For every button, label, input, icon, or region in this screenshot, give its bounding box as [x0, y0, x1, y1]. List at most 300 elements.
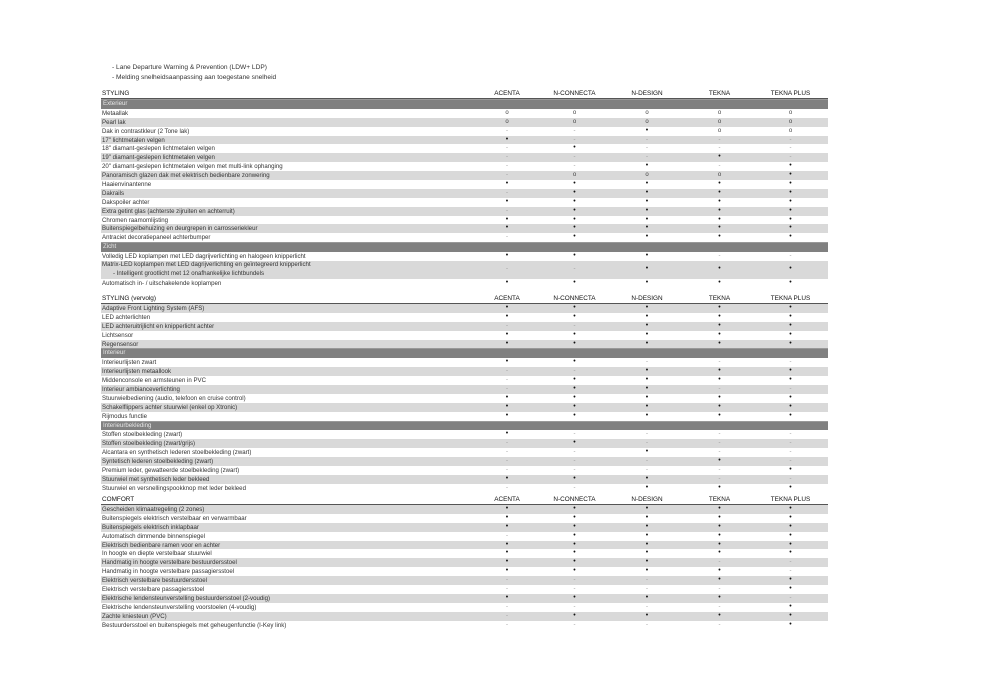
feature-label: [101, 341, 472, 348]
standard-dot-icon: •: [718, 312, 721, 320]
cell-tekna: [687, 304, 752, 313]
table-row: [101, 162, 828, 171]
column-header-tekna-plus: TEKNA PLUS: [770, 295, 811, 302]
not-available-dash-icon: -: [573, 484, 576, 491]
cell-tekna: [687, 153, 752, 162]
not-available-dash-icon: -: [506, 621, 508, 628]
not-available-dash-icon: -: [646, 145, 648, 152]
cell-tekna: [687, 430, 752, 439]
not-available-dash-icon: -: [506, 577, 508, 584]
cell-n-connecta: [542, 313, 607, 322]
not-available-dash-icon: -: [573, 136, 576, 143]
not-available-dash-icon: -: [506, 154, 508, 161]
standard-dot-icon: •: [789, 367, 792, 375]
standard-dot-icon: •: [718, 153, 721, 161]
feature-label: [101, 314, 472, 321]
cell-tekna-plus: [752, 322, 829, 331]
cell-n-connecta: [542, 162, 607, 171]
standard-dot-icon: •: [505, 215, 509, 223]
standard-dot-icon: •: [505, 224, 509, 232]
standard-dot-icon: •: [505, 135, 509, 143]
standard-dot-icon: •: [718, 411, 721, 419]
cell-tekna-plus: [752, 523, 829, 532]
standard-dot-icon: •: [718, 206, 721, 214]
cell-n-connecta: [542, 541, 607, 550]
feature-name: Buitenspiegels elektrisch inklapbaar: [102, 523, 199, 531]
standard-dot-icon: •: [718, 611, 721, 619]
standard-dot-icon: •: [789, 215, 792, 223]
feature-label: [101, 137, 472, 144]
standard-dot-icon: •: [505, 180, 509, 188]
cell-n-design: [607, 394, 687, 403]
feature-name: Haaienvinantenne: [102, 180, 152, 188]
cell-n-connecta: [542, 403, 607, 412]
standard-dot-icon: •: [645, 540, 649, 548]
feature-name: In hoogte en diepte verstelbaar stuurwiel: [102, 550, 212, 558]
not-available-dash-icon: -: [506, 163, 508, 170]
feature-name: Extra getint glas (achterste zijruiten en achterruit): [102, 207, 235, 215]
note-ldw: - Lane Departure Warning & Prevention (LDW+ LDP): [112, 64, 267, 71]
cell-n-design: [607, 358, 687, 367]
section-title: COMFORT: [102, 496, 135, 503]
cell-n-design: [607, 331, 687, 340]
cell-tekna-plus: [752, 475, 829, 484]
standard-dot-icon: •: [505, 430, 509, 438]
feature-name: Panoramisch glazen dak met elektrisch bedienbare zonwering: [102, 172, 270, 180]
not-available-dash-icon: -: [789, 359, 792, 366]
feature-name: Stuurwiel met synthetisch leder bekleed: [102, 475, 210, 483]
cell-tekna: [687, 313, 752, 322]
cell-n-connecta: [542, 304, 607, 313]
standard-dot-icon: •: [645, 188, 649, 196]
cell-tekna: [687, 457, 752, 466]
standard-dot-icon: •: [505, 252, 509, 260]
cell-n-connecta: [542, 448, 607, 457]
standard-dot-icon: •: [505, 513, 509, 521]
section-styling-vervolg: [101, 294, 828, 493]
feature-name: Dakrails: [102, 189, 125, 197]
cell-n-design: [607, 118, 687, 127]
cell-acenta: [472, 475, 542, 484]
standard-dot-icon: •: [718, 483, 721, 491]
cell-tekna: [687, 594, 752, 603]
not-available-dash-icon: -: [718, 253, 721, 260]
cell-n-connecta: [542, 331, 607, 340]
cell-n-design: [607, 505, 687, 514]
cell-acenta: [472, 313, 542, 322]
feature-name: Adaptive Front Lighting System (AFS): [102, 304, 205, 312]
cell-n-design: [607, 233, 687, 242]
not-available-dash-icon: -: [506, 586, 508, 593]
cell-tekna-plus: [752, 233, 829, 242]
not-available-dash-icon: -: [718, 163, 721, 170]
cell-tekna-plus: [752, 189, 829, 198]
cell-n-connecta: [542, 466, 607, 475]
cell-tekna: [687, 198, 752, 207]
standard-dot-icon: •: [573, 474, 576, 482]
not-available-dash-icon: -: [718, 449, 721, 456]
table-row: [101, 304, 828, 313]
standard-dot-icon: •: [573, 358, 576, 366]
cell-n-design: [607, 430, 687, 439]
table-row: [101, 153, 828, 162]
cell-tekna-plus: [752, 224, 829, 233]
standard-dot-icon: •: [718, 376, 721, 384]
cell-tekna: [687, 322, 752, 331]
cell-n-design: [607, 385, 687, 394]
not-available-dash-icon: -: [573, 577, 576, 584]
feature-name: 18" diamant-geslepen lichtmetalen velgen: [102, 145, 215, 153]
group-header-interieur: Interieur: [101, 348, 828, 358]
cell-tekna-plus: [752, 171, 829, 180]
cell-n-connecta: [542, 340, 607, 349]
feature-label: [101, 181, 472, 188]
feature-label: [101, 359, 472, 366]
standard-dot-icon: •: [789, 339, 792, 347]
standard-dot-icon: •: [789, 576, 792, 584]
standard-dot-icon: •: [645, 197, 649, 205]
standard-dot-icon: •: [718, 278, 721, 286]
not-available-dash-icon: -: [789, 449, 792, 456]
standard-dot-icon: •: [505, 197, 509, 205]
cell-tekna-plus: [752, 567, 829, 576]
column-header-tekna: TEKNA: [708, 90, 731, 97]
cell-tekna-plus: [752, 394, 829, 403]
cell-acenta: [472, 523, 542, 532]
standard-dot-icon: •: [645, 483, 649, 491]
cell-n-connecta: [542, 207, 607, 216]
cell-tekna-plus: [752, 403, 829, 412]
table-row: [101, 136, 828, 145]
feature-label: [101, 332, 472, 339]
standard-dot-icon: •: [789, 233, 792, 241]
cell-n-design: [607, 265, 687, 274]
table-row: [101, 403, 828, 412]
standard-dot-icon: •: [789, 188, 792, 196]
standard-dot-icon: •: [573, 180, 576, 188]
cell-tekna-plus: [752, 265, 829, 274]
feature-label: [101, 533, 472, 540]
cell-n-design: [607, 198, 687, 207]
feature-name: Dakspoiler achter: [102, 198, 150, 206]
table-row: [101, 558, 828, 567]
standard-dot-icon: •: [645, 385, 649, 393]
feature-label: [101, 323, 472, 330]
standard-dot-icon: •: [789, 466, 792, 474]
feature-name: Automatisch in- / uitschakelende koplampen: [102, 279, 222, 287]
standard-dot-icon: •: [789, 180, 792, 188]
standard-dot-icon: •: [718, 531, 721, 539]
cell-acenta: [472, 367, 542, 376]
not-available-dash-icon: -: [718, 586, 721, 593]
table-row: [101, 322, 828, 331]
cell-n-connecta: [542, 385, 607, 394]
cell-tekna-plus: [752, 340, 829, 349]
cell-acenta: [472, 439, 542, 448]
cell-tekna-plus: [752, 457, 829, 466]
cell-acenta: [472, 621, 542, 630]
cell-tekna-plus: [752, 448, 829, 457]
cell-n-design: [607, 558, 687, 567]
not-available-dash-icon: -: [646, 458, 648, 465]
feature-label: [101, 404, 472, 411]
feature-label: [101, 208, 472, 215]
feature-label: [101, 542, 472, 549]
feature-label: [101, 368, 472, 375]
standard-dot-icon: •: [573, 304, 576, 311]
standard-dot-icon: •: [789, 197, 792, 205]
standard-dot-icon: •: [573, 505, 576, 512]
feature-name: Schakelflippers achter stuurwiel (enkel op Xtronic): [102, 403, 238, 411]
not-available-dash-icon: -: [646, 577, 648, 584]
table-row: [101, 331, 828, 340]
table-row: [101, 576, 828, 585]
standard-dot-icon: •: [789, 531, 792, 539]
cell-n-design: [607, 216, 687, 225]
not-available-dash-icon: -: [506, 467, 508, 474]
cell-n-connecta: [542, 558, 607, 567]
table-row: [101, 466, 828, 475]
cell-n-design: [607, 514, 687, 523]
standard-dot-icon: •: [789, 620, 792, 628]
cell-acenta: [472, 567, 542, 576]
standard-dot-icon: •: [573, 312, 576, 320]
feature-name: Stuurwiel en versnellingspookknop met leder bekleed: [102, 484, 246, 492]
standard-dot-icon: •: [573, 411, 576, 419]
standard-dot-icon: •: [573, 402, 576, 410]
table-row: [101, 594, 828, 603]
cell-acenta: [472, 466, 542, 475]
feature-name: Syntetisch lederen stoelbekleding (zwart): [102, 458, 214, 466]
cell-acenta: [472, 207, 542, 216]
feature-name: Premium leder, gewatteerde stoelbekleding (zwart): [102, 466, 240, 474]
feature-name: Alcantara en synthetisch lederen stoelbekleding (zwart): [102, 449, 252, 457]
feature-label: [101, 524, 472, 531]
not-available-dash-icon: -: [506, 127, 508, 134]
cell-tekna-plus: [752, 439, 829, 448]
cell-acenta: [472, 532, 542, 541]
standard-dot-icon: •: [789, 585, 792, 593]
table-row: [101, 180, 828, 189]
cell-tekna: [687, 549, 752, 558]
cell-n-connecta: [542, 144, 607, 153]
cell-tekna-plus: [752, 313, 829, 322]
not-available-dash-icon: -: [573, 322, 576, 329]
standard-dot-icon: •: [645, 402, 649, 410]
standard-dot-icon: •: [645, 162, 649, 170]
feature-name: Handmatig in hoogte verstelbare bestuurdersstoel: [102, 559, 237, 567]
standard-dot-icon: •: [505, 549, 509, 557]
note-speed-warning: - Melding snelheidsaanpassing aan toegestane snelheid: [112, 73, 277, 81]
feature-label: [101, 377, 472, 384]
standard-dot-icon: •: [573, 558, 576, 566]
not-available-dash-icon: -: [646, 467, 648, 474]
cell-acenta: [472, 136, 542, 145]
standard-dot-icon: •: [718, 180, 721, 188]
not-available-dash-icon: -: [573, 449, 576, 456]
standard-dot-icon: •: [505, 278, 509, 286]
cell-acenta: [472, 216, 542, 225]
cell-n-design: [607, 322, 687, 331]
table-row: [101, 279, 828, 288]
feature-label: [101, 506, 472, 513]
feature-label: [101, 190, 472, 197]
cell-n-design: [607, 576, 687, 585]
not-available-dash-icon: -: [789, 440, 792, 447]
not-available-dash-icon: -: [573, 431, 576, 438]
column-header-acenta: ACENTA: [494, 496, 520, 503]
feature-label: [101, 476, 472, 483]
cell-tekna: [687, 233, 752, 242]
cell-n-connecta: [542, 514, 607, 523]
standard-dot-icon: •: [573, 567, 576, 575]
cell-tekna-plus: [752, 376, 829, 385]
column-header-tekna: TEKNA: [708, 496, 731, 503]
standard-dot-icon: •: [645, 233, 649, 241]
feature-label: [101, 128, 472, 135]
cell-tekna: [687, 109, 752, 118]
column-header-n-design: N-DESIGN: [631, 90, 663, 97]
standard-dot-icon: •: [505, 358, 509, 366]
cell-n-design: [607, 541, 687, 550]
standard-dot-icon: •: [645, 206, 649, 214]
not-available-dash-icon: -: [573, 621, 576, 628]
standard-dot-icon: •: [645, 549, 649, 557]
table-row: [101, 549, 828, 558]
cell-acenta: [472, 304, 542, 313]
optional-circle-icon: o: [788, 127, 793, 134]
not-available-dash-icon: -: [506, 484, 508, 491]
cell-n-connecta: [542, 279, 607, 288]
standard-dot-icon: •: [505, 393, 509, 401]
table-row: [101, 171, 828, 180]
cell-n-connecta: [542, 457, 607, 466]
cell-tekna-plus: [752, 136, 829, 145]
feature-name: Stoffen stoelbekleding (zwart): [102, 431, 183, 439]
not-available-dash-icon: -: [789, 386, 792, 393]
cell-n-connecta: [542, 439, 607, 448]
feature-name: Metaallak: [102, 109, 129, 117]
cell-n-design: [607, 313, 687, 322]
not-available-dash-icon: -: [646, 586, 648, 593]
standard-dot-icon: •: [645, 558, 649, 566]
cell-tekna-plus: [752, 127, 829, 136]
table-row: [101, 144, 828, 153]
not-available-dash-icon: -: [718, 136, 721, 143]
cell-tekna-plus: [752, 385, 829, 394]
column-header-n-design: N-DESIGN: [631, 496, 663, 503]
standard-dot-icon: •: [718, 522, 721, 530]
standard-dot-icon: •: [505, 593, 509, 601]
feature-label: [101, 253, 472, 260]
feature-name: Middenconsole en armsteunen in PVC: [102, 377, 206, 385]
cell-tekna-plus: [752, 484, 829, 493]
cell-n-connecta: [542, 216, 607, 225]
group-header-zicht: Zicht: [101, 242, 828, 252]
cell-n-connecta: [542, 621, 607, 630]
feature-name: Buitenspiegels elektrisch verstelbaar en verwarmbaar: [102, 514, 247, 522]
cell-n-connecta: [542, 252, 607, 261]
cell-acenta: [472, 394, 542, 403]
cell-tekna: [687, 367, 752, 376]
cell-n-design: [607, 376, 687, 385]
cell-n-connecta: [542, 576, 607, 585]
column-header-n-connecta: N-CONNECTA: [553, 90, 596, 97]
cell-acenta: [472, 403, 542, 412]
cell-tekna: [687, 514, 752, 523]
cell-acenta: [472, 109, 542, 118]
feature-label: [101, 199, 472, 206]
standard-dot-icon: •: [718, 321, 721, 329]
cell-tekna-plus: [752, 594, 829, 603]
cell-acenta: [472, 448, 542, 457]
cell-acenta: [472, 224, 542, 233]
standard-dot-icon: •: [789, 376, 792, 384]
cell-acenta: [472, 340, 542, 349]
standard-dot-icon: •: [645, 522, 649, 530]
cell-acenta: [472, 430, 542, 439]
not-available-dash-icon: -: [573, 603, 576, 610]
feature-name: Stoffen stoelbekleding (zwart/grijs): [102, 440, 196, 448]
standard-dot-icon: •: [789, 393, 792, 401]
standard-dot-icon: •: [645, 265, 649, 273]
feature-name: 19" diamant-geslepen lichtmetalen velgen: [102, 154, 215, 162]
table-row: [101, 567, 828, 576]
feature-name: Rijmodus functie: [102, 412, 148, 420]
standard-dot-icon: •: [573, 531, 576, 539]
table-row: [101, 585, 828, 594]
cell-acenta: [472, 252, 542, 261]
table-row: [101, 216, 828, 225]
cell-n-design: [607, 603, 687, 612]
cell-tekna-plus: [752, 514, 829, 523]
not-available-dash-icon: -: [718, 359, 721, 366]
cell-acenta: [472, 385, 542, 394]
standard-dot-icon: •: [573, 224, 576, 232]
cell-tekna: [687, 585, 752, 594]
cell-n-design: [607, 109, 687, 118]
feature-label: [101, 110, 472, 117]
standard-dot-icon: •: [505, 312, 509, 320]
column-header-n-connecta: N-CONNECTA: [553, 295, 596, 302]
standard-dot-icon: •: [718, 265, 721, 273]
standard-dot-icon: •: [718, 304, 721, 311]
not-available-dash-icon: -: [573, 266, 576, 273]
feature-name: Zachte kniesteun (PVC): [102, 612, 167, 620]
cell-n-connecta: [542, 322, 607, 331]
cell-tekna-plus: [752, 162, 829, 171]
feature-label: [101, 145, 472, 152]
standard-dot-icon: •: [573, 522, 576, 530]
cell-tekna: [687, 144, 752, 153]
optional-circle-icon: o: [717, 109, 722, 116]
cell-n-connecta: [542, 532, 607, 541]
cell-acenta: [472, 331, 542, 340]
standard-dot-icon: •: [645, 126, 649, 134]
cell-tekna-plus: [752, 279, 829, 288]
feature-name: LED achteruitrijlicht en knipperlicht achter: [102, 322, 215, 330]
not-available-dash-icon: -: [506, 145, 508, 152]
feature-name: LED achterlichten: [102, 313, 151, 321]
cell-acenta: [472, 585, 542, 594]
feature-name: Buitenspiegelbehuizing en deurgrepen in carrosseriekleur: [102, 225, 258, 233]
standard-dot-icon: •: [645, 611, 649, 619]
column-header-tekna-plus: TEKNA PLUS: [770, 90, 811, 97]
not-available-dash-icon: -: [789, 559, 792, 566]
feature-label: [101, 217, 472, 224]
table-row: [101, 189, 828, 198]
cell-n-connecta: [542, 265, 607, 274]
